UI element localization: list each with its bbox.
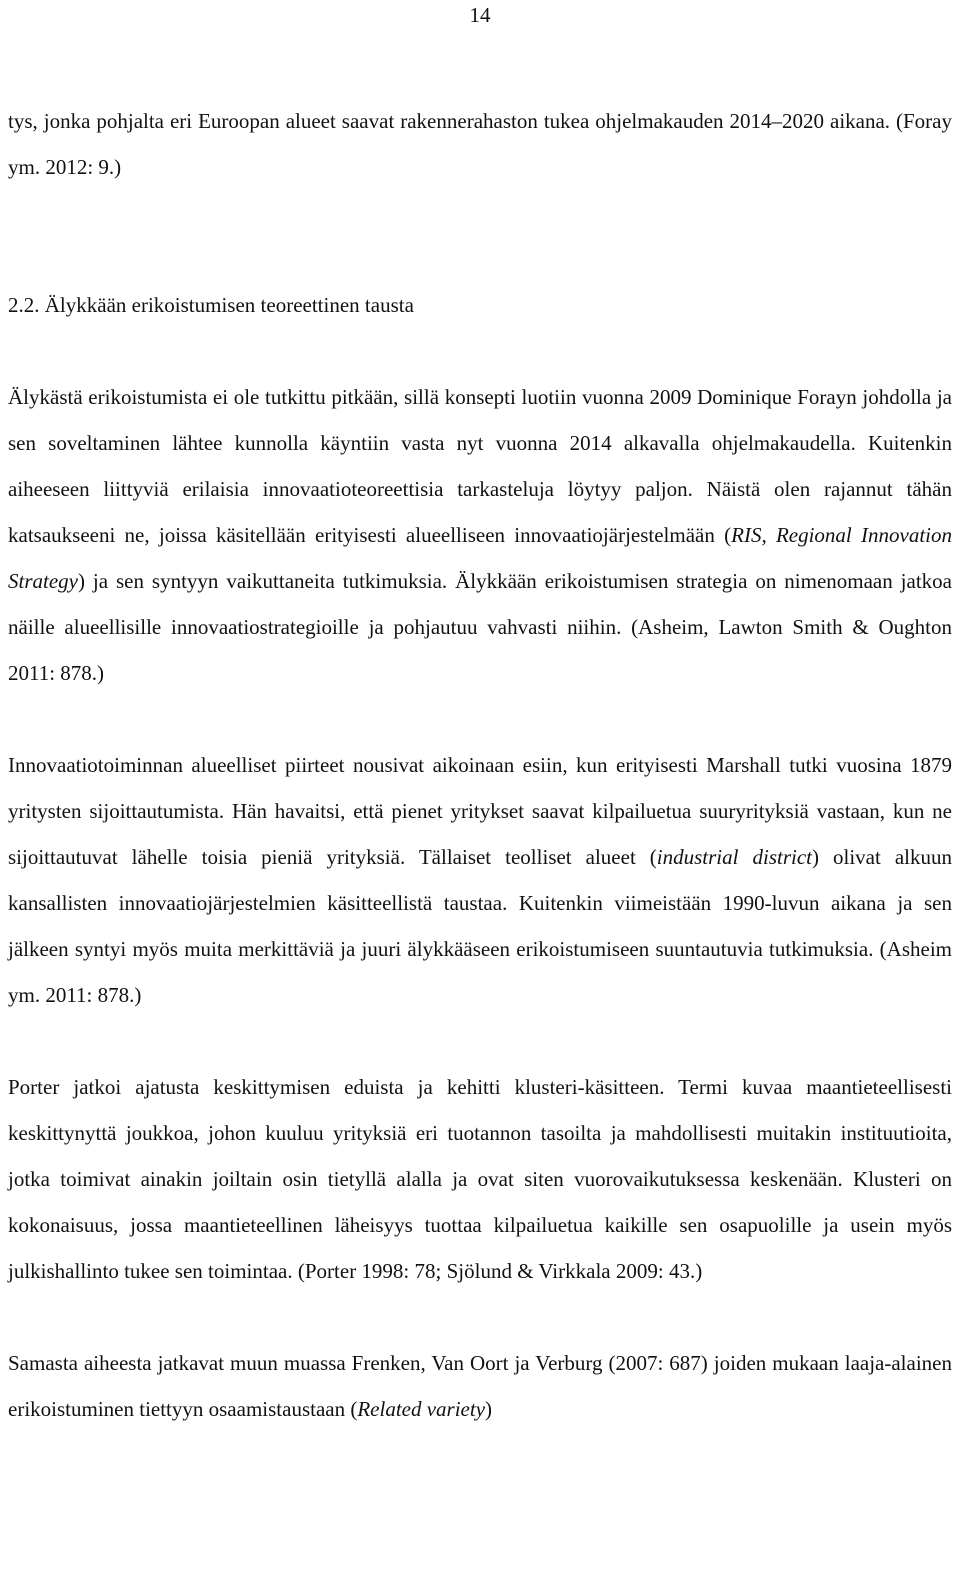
- spacer: [8, 328, 952, 374]
- paragraph-intro: tys, jonka pohjalta eri Euroopan alueet saavat rakennerahaston tukea ohjelmakauden 2014–2020 aikana. (Foray ym. 2012: 9.): [8, 109, 952, 179]
- document-body: [8, 98, 952, 1432]
- paragraph-2-text-b: ) olivat alkuun kansallisten innovaatiojärjestelmien käsitteellistä taustaa. Kuitenkin viimeistään 1990-luvun aikana ja sen jälkeen syntyi myös muita merkittäviä ja juuri älykkääseen erikoistumiseen suuntautuvia tutkimuksia. (Asheim ym. 2011: 878.): [8, 845, 952, 1007]
- paragraph-4: [8, 1340, 952, 1432]
- spacer: [8, 1018, 952, 1064]
- paragraph-3: Porter jatkoi ajatusta keskittymisen eduista ja kehitti klusteri-käsitteen. Termi kuvaa maantieteellisesti keskittynyttä joukkoa, johon kuuluu yrityksiä eri tuotannon tasoilta ja mahdollisesti muitakin instituutioita, jotka toimivat ainakin joiltain osin tietyllä alalla ja ovat siten vuorovaikutuksessa keskenään. Klusteri on kokonaisuus, jossa maantieteellinen läheisyys tuottaa kilpailuetua kaikille sen osapuolille ja usein myös julkishallinto tukee sen toimintaa. (Porter 1998: 78; Sjölund & Virkkala 2009: 43.): [8, 1075, 952, 1283]
- paragraph-2: [8, 742, 952, 1018]
- section-number: 2.2.: [8, 293, 40, 317]
- section-title: Älykkään erikoistumisen teoreettinen tausta: [44, 293, 414, 317]
- spacer: [8, 696, 952, 742]
- section-heading: [8, 282, 952, 328]
- spacer: [8, 1294, 952, 1340]
- paragraph-2-text-a: Innovaatiotoiminnan alueelliset piirteet nousivat aikoinaan esiin, kun erityisesti Marshall tutki vuosina 1879 yritysten sijoittautumista. Hän havaitsi, että pienet yritykset saavat kilpailuetua suuryrityksiä vastaan, kun ne sijoittautuvat lähelle toisia pieniä yrityksiä. Tällaiset teolliset alueet (: [8, 753, 952, 869]
- paragraph-1-text-a: Älykästä erikoistumista ei ole tutkittu pitkään, sillä konsepti luotiin vuonna 2009 Dominique Forayn johdolla ja sen soveltaminen lähtee kunnolla käyntiin vasta nyt vuonna 2014 alkavalla ohjelmakaudella. Kuitenkin aiheeseen liittyviä erilaisia innovaatioteoreettisia tarkasteluja löytyy paljon. Näistä olen rajannut tähän katsaukseeni ne, joissa käsitellään erityisesti alueelliseen innovaatiojärjestelmään (: [8, 385, 952, 547]
- page-number: 14: [469, 3, 491, 27]
- paragraph-1: [8, 374, 952, 696]
- paragraph-4-text-a: Samasta aiheesta jatkavat muun muassa Frenken, Van Oort ja Verburg (2007: 687) joiden mukaan laaja-alainen erikoistuminen tiettyyn osaamistaustaan (: [8, 1351, 952, 1421]
- paragraph-2-italic: industrial district: [656, 845, 812, 869]
- spacer: [8, 190, 952, 282]
- paragraph-4-text-b: ): [485, 1397, 493, 1421]
- paragraph-4-italic: Related variety: [357, 1397, 486, 1421]
- paragraph-1-italic: RIS, Regional Innovation Strategy: [8, 523, 953, 593]
- paragraph-1-text-b: ) ja sen syntyyn vaikuttaneita tutkimuksia. Älykkään erikoistumisen strategia on nimenomaan jatkoa näille alueellisille innovaatiostrategioille ja pohjautuu vahvasti niihin. (Asheim, Lawton Smith & Oughton 2011: 878.): [8, 569, 952, 685]
